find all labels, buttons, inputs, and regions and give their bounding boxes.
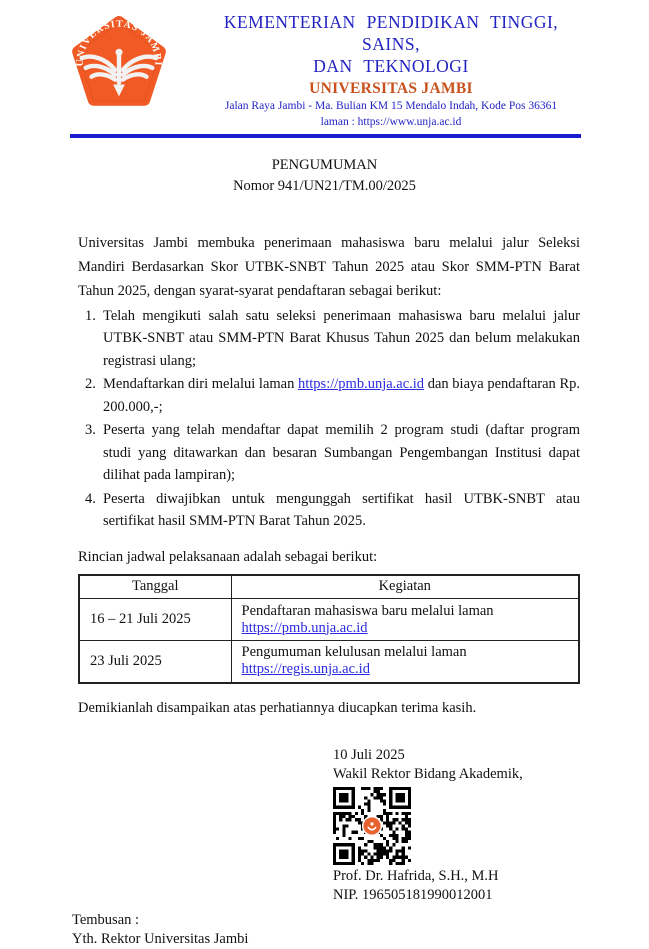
requirements-list: [78, 305, 580, 533]
column-header-kegiatan: Kegiatan: [231, 575, 579, 599]
schedule-table: [78, 574, 580, 684]
schedule-intro: Rincian jadwal pelaksanaan adalah sebagai berikut:: [78, 548, 378, 565]
title-block: [0, 155, 649, 197]
tembusan-block: [72, 911, 649, 949]
requirement-item: [85, 488, 580, 533]
activity-text: Pengumuman kelulusan melalui laman: [241, 644, 467, 661]
item-text-before: Peserta diwajibkan untuk mengunggah sertifikat hasil UTBK-SNBT atau sertifikat hasil SMM-PTN Barat Tahun 2025.: [103, 490, 580, 529]
item-text: [103, 488, 580, 533]
item-number: 2.: [85, 376, 96, 392]
item-number: 4.: [85, 490, 96, 507]
signatory-name: Prof. Dr. Hafrida, S.H., M.H: [333, 867, 499, 884]
ministry-name-line1: KEMENTERIAN PENDIDIKAN TINGGI, SAINS,: [223, 12, 559, 54]
item-text: [103, 305, 580, 373]
intro-paragraph: Universitas Jambi membuka penerimaan mahasiswa baru melalui jalur Seleksi Mandiri Berdasarkan Skor UTBK-SNBT Tahun 2025 atau Skor SMM-PTN Barat Tahun 2025, dengan syarat-syarat pendaftaran sebagai berikut:: [78, 234, 580, 299]
closing-paragraph: Demikianlah disampaikan atas perhatiannya diucapkan terima kasih.: [78, 699, 477, 716]
announcement-letter-page: [0, 12, 649, 947]
letterhead-divider: [70, 134, 581, 138]
signatory-nip: NIP. 196505181990012001: [333, 886, 493, 903]
item-text-before: Telah mengikuti salah satu seleksi penerimaan mahasiswa baru melalui jalur UTBK-SNBT atau SMM-PTN Barat Khusus Tahun 2025 dan belum melakukan registrasi ulang;: [103, 307, 580, 369]
signature-block: [333, 746, 649, 905]
schedule-activity-cell: [231, 599, 579, 641]
qr-code: [333, 787, 411, 865]
item-text-before: Peserta yang telah mendaftar dapat memilih 2 program studi (daftar program studi yang ditawarkan dan besaran Sumbangan Pengembangan Institusi dapat dilihat pada lampiran);: [103, 422, 580, 483]
requirement-item: [85, 419, 580, 487]
item-text: [103, 373, 580, 418]
schedule-date-cell: 23 Juli 2025: [79, 641, 231, 683]
logo-curved-text: UNIVERSITAS JAMBI: [74, 18, 164, 67]
document-number: Nomor 941/UN21/TM.00/2025: [233, 177, 416, 194]
schedule-date-cell: 16 – 21 Juli 2025: [79, 599, 231, 641]
letterhead: [70, 12, 584, 130]
tembusan-recipient: Yth. Rektor Universitas Jambi: [72, 930, 249, 947]
item-text-before: Mendaftarkan diri melalui laman: [103, 376, 298, 392]
item-number: 3.: [85, 422, 96, 438]
regis-link[interactable]: https://regis.unja.ac.id: [241, 661, 370, 678]
pmb-registration-link[interactable]: https://pmb.unja.ac.id: [298, 376, 425, 392]
pmb-link[interactable]: https://pmb.unja.ac.id: [241, 619, 368, 636]
university-name: UNIVERSITAS JAMBI: [309, 79, 473, 97]
signature-position: Wakil Rektor Bidang Akademik,: [333, 765, 523, 782]
table-row: [79, 641, 579, 683]
requirement-item: [85, 305, 580, 373]
requirement-item: [85, 373, 580, 418]
table-header-row: [79, 575, 579, 599]
tembusan-label: Tembusan :: [72, 911, 140, 928]
university-address: Jalan Raya Jambi - Ma. Bulian KM 15 Mendalo Indah, Kode Pos 36361: [224, 99, 558, 112]
ministry-name-line2: DAN TEKNOLOGI: [313, 55, 469, 76]
item-number: 1.: [85, 307, 96, 324]
university-logo-icon: [70, 12, 168, 114]
table-row: [79, 599, 579, 641]
activity-text: Pendaftaran mahasiswa baru melalui laman: [241, 602, 494, 619]
university-logo: [70, 12, 170, 119]
column-header-tanggal: Tanggal: [79, 575, 231, 599]
schedule-activity-cell: [231, 641, 579, 683]
letterhead-text: [170, 12, 584, 130]
document-title: PENGUMUMAN: [271, 156, 378, 173]
signature-date: 10 Juli 2025: [333, 746, 405, 763]
item-text: [103, 419, 580, 487]
item-text-after: dan biaya pendaftaran Rp. 200.000,-;: [103, 376, 580, 415]
university-website: laman : https://www.unja.ac.id: [320, 115, 462, 128]
